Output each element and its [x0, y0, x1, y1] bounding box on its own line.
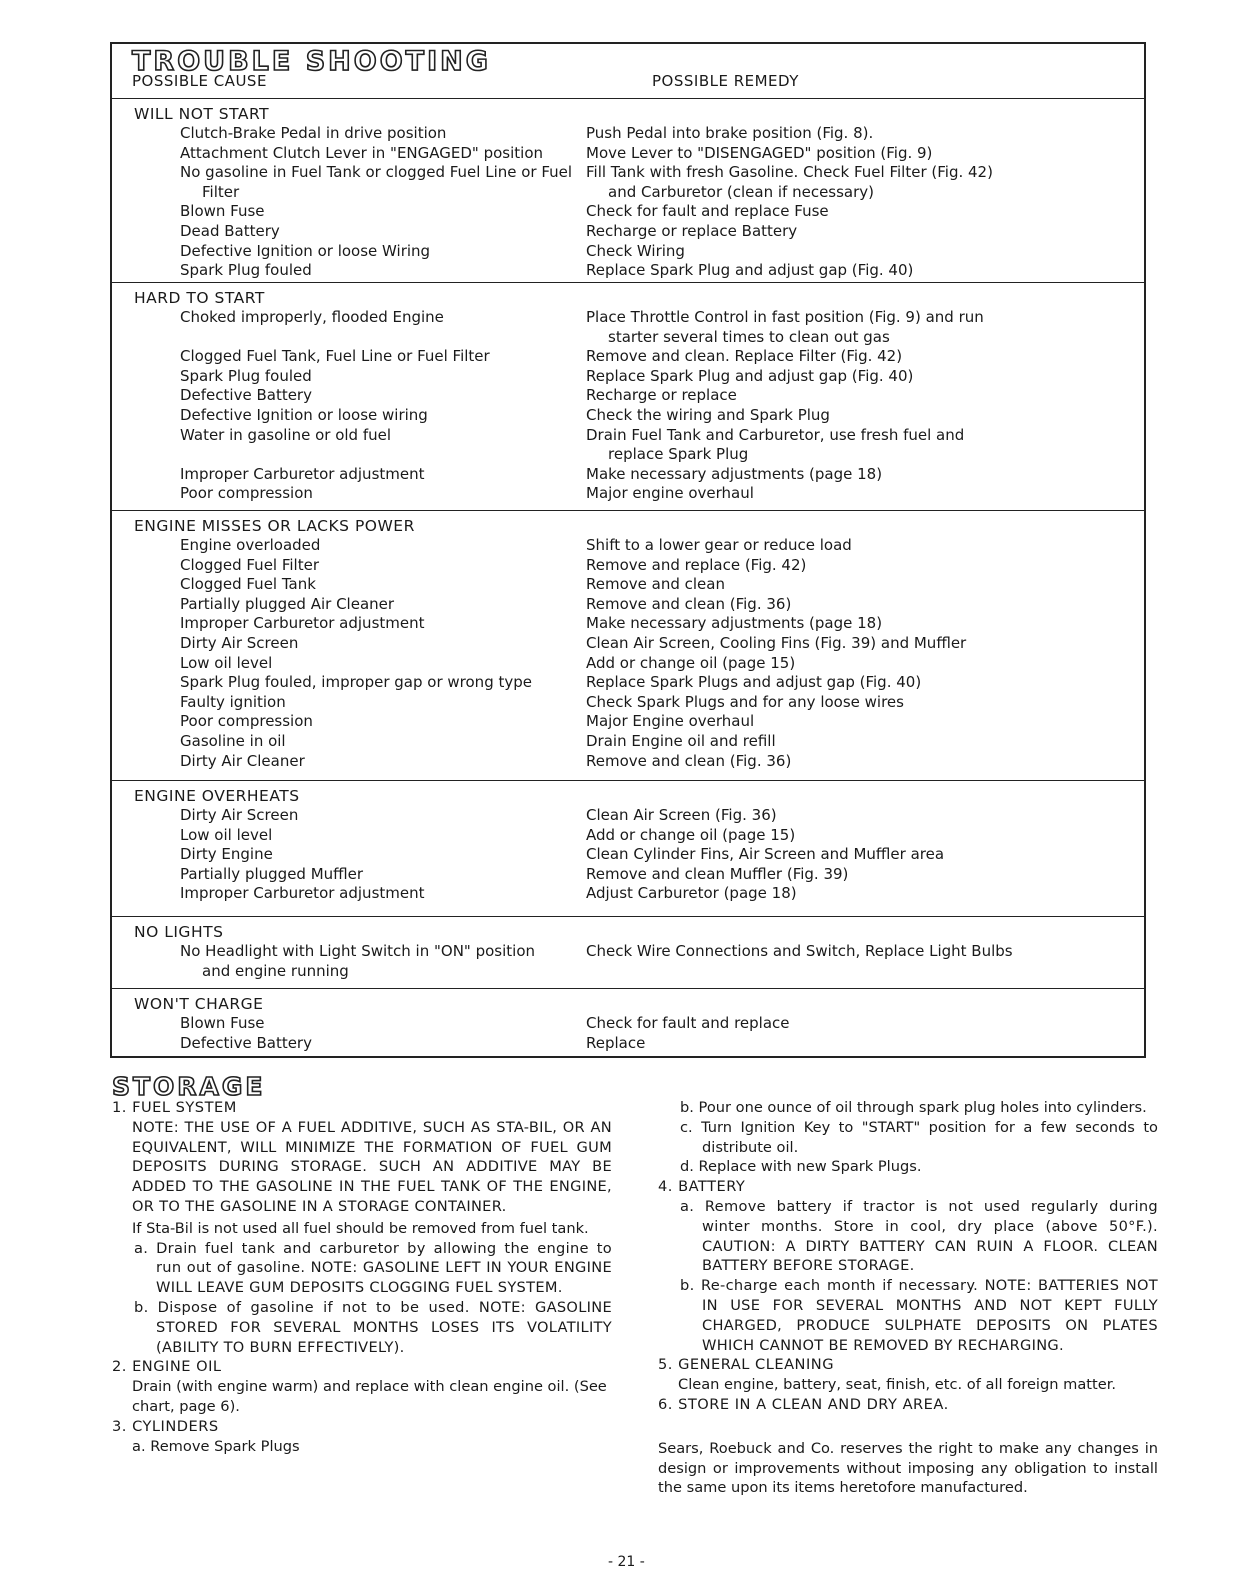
cause-text: Defective Ignition or loose Wiring [180, 241, 431, 260]
cause-cell [112, 752, 580, 772]
remedy-text: Remove and clean (Fig. 36) [586, 594, 792, 613]
remedy-cell [580, 202, 1080, 222]
trouble-row [112, 575, 1144, 595]
section-title: ENGINE MISSES OR LACKS POWER [134, 517, 415, 535]
cause-text: Low oil level [180, 653, 273, 672]
trouble-shooting-table [110, 42, 1146, 1058]
cause-text: Engine overloaded [180, 536, 321, 554]
trouble-row [112, 124, 1144, 144]
cause-text: Choked improperly, flooded Engine [180, 308, 444, 326]
trouble-row [112, 163, 1144, 202]
remedy-text: Check Wiring [586, 241, 685, 260]
remedy-cell [580, 261, 1080, 281]
cause-text: Dirty Air Cleaner [180, 751, 305, 770]
remedy-cell [580, 406, 1080, 426]
cause-cell [112, 1034, 580, 1054]
remedy-text: Remove and clean (Fig. 36) [586, 751, 792, 770]
cause-cell [112, 826, 580, 846]
cause-cell [112, 693, 580, 713]
remedy-cell [580, 693, 1080, 713]
remedy-text: Recharge or replace [586, 386, 737, 405]
cause-cell [112, 614, 580, 634]
remedy-cell [580, 575, 1080, 595]
remedy-text: Replace Spark Plugs and adjust gap (Fig. 40) [586, 673, 922, 692]
battery-step-b: b. Re-charge each month if necessary. NOTE: BATTERIES NOT IN USE FOR SEVERAL MONTHS AND NOT KEPT FULLY CHARGED, PRODUCE SULPHATE DEPOSITS ON PLATES WHICH CANNOT BE REMOVED BY RECHARGING. [680, 1277, 1158, 1354]
cause-cell [112, 386, 580, 406]
trouble-shooting-title: TROUBLE SHOOTING [132, 46, 491, 77]
remedy-cell [580, 732, 1080, 752]
sears-disclaimer: Sears, Roebuck and Co. reserves the right to make any changes in design or improvements without imposing any obligation to install the same upon its items heretofore manufactured. [658, 1439, 1158, 1497]
remedy-text: Shift to a lower gear or reduce load [586, 536, 852, 554]
remedy-text: Replace Spark Plug and adjust gap (Fig. 40) [586, 366, 914, 385]
cylinders-step-b: b. Pour one ounce of oil through spark plug holes into cylinders. [680, 1099, 1147, 1116]
trouble-row [112, 222, 1144, 242]
remedy-text: Check Wire Connections and Switch, Replace Light Bulbs [586, 942, 1013, 960]
cause-cell [112, 406, 580, 426]
cause-text: Spark Plug fouled, improper gap or wrong type [180, 673, 532, 692]
remedy-cell [580, 367, 1080, 387]
trouble-section [112, 99, 1144, 283]
remedy-cell [580, 1034, 1080, 1054]
section-title: HARD TO START [134, 289, 265, 307]
cause-text: Dead Battery [180, 221, 280, 240]
cause-cell [112, 732, 580, 752]
engine-oil-heading: 2. ENGINE OIL [112, 1358, 222, 1376]
cause-text: Filter [202, 182, 240, 201]
store-heading: 6. STORE IN A CLEAN AND DRY AREA. [658, 1395, 949, 1413]
storage-right-column [658, 1098, 1158, 1498]
fuel-additive-note: NOTE: THE USE OF A FUEL ADDITIVE, SUCH AS STA-BIL, OR AN EQUIVALENT, WILL MINIMIZE THE FORMATION OF FUEL GUM DEPOSITS DURING STORAGE. SUCH AN ADDITIVE MAY BE ADDED TO THE GASOLINE IN THE FUEL TANK OF THE ENGINE, OR TO THE GASOLINE IN A STORAGE CONTAINER. [132, 1118, 612, 1215]
remedy-cell [580, 242, 1080, 262]
remedy-cell [580, 595, 1080, 615]
trouble-section [112, 917, 1144, 989]
trouble-section [112, 283, 1144, 511]
remedy-cell [580, 347, 1080, 367]
trouble-row [112, 806, 1144, 826]
trouble-row [112, 614, 1144, 634]
trouble-row [112, 556, 1144, 576]
cause-cell [112, 163, 580, 202]
remedy-cell [580, 308, 1080, 347]
remedy-text: Check for fault and replace [586, 1014, 790, 1032]
trouble-row [112, 1014, 1144, 1034]
cause-cell [112, 595, 580, 615]
remedy-text: replace Spark Plug [608, 445, 749, 464]
cause-cell [112, 884, 580, 904]
trouble-row [112, 942, 1144, 981]
cause-text: Spark Plug fouled [180, 261, 312, 280]
section-title: WON'T CHARGE [134, 995, 264, 1013]
page-number: - 21 - [608, 1554, 645, 1570]
remedy-text: Fill Tank with fresh Gasoline. Check Fuel Filter (Fig. 42) [586, 163, 993, 182]
trouble-row [112, 884, 1144, 904]
cause-text: Spark Plug fouled [180, 366, 312, 385]
remedy-cell [580, 614, 1080, 634]
storage-title: STORAGE [112, 1072, 266, 1101]
cause-cell [112, 673, 580, 693]
battery-heading: 4. BATTERY [658, 1178, 746, 1196]
cause-text: Clogged Fuel Tank, Fuel Line or Fuel Filter [180, 347, 490, 366]
cause-text: Low oil level [180, 825, 273, 844]
fuel-step-a: a. Drain fuel tank and carburetor by allowing the engine to run out of gasoline. NOTE: GASOLINE LEFT IN YOUR ENGINE WILL LEAVE GUM DEPOSITS CLOGGING FUEL SYSTEM. [134, 1239, 612, 1297]
cause-text: Improper Carburetor adjustment [180, 614, 425, 633]
trouble-row [112, 752, 1144, 772]
cause-cell [112, 634, 580, 654]
remedy-cell [580, 654, 1080, 674]
remedy-text: Replace Spark Plug and adjust gap (Fig. 40) [586, 261, 914, 280]
cause-cell [112, 536, 580, 556]
trouble-row [112, 242, 1144, 262]
trouble-row [112, 536, 1144, 556]
trouble-row [112, 386, 1144, 406]
remedy-text: Remove and clean Muffler (Fig. 39) [586, 864, 849, 883]
cause-text: Clutch-Brake Pedal in drive position [180, 124, 447, 142]
remedy-cell [580, 826, 1080, 846]
remedy-cell [580, 1014, 1080, 1034]
remedy-cell [580, 884, 1080, 904]
cause-text: Defective Ignition or loose wiring [180, 405, 428, 424]
section-title: NO LIGHTS [134, 923, 224, 941]
fuel-system-heading: 1. FUEL SYSTEM [112, 1099, 237, 1116]
cause-cell [112, 124, 580, 144]
remedy-text: Add or change oil (page 15) [586, 825, 796, 844]
remedy-cell [580, 865, 1080, 885]
remedy-text: Drain Engine oil and refill [586, 731, 776, 750]
remedy-cell [580, 845, 1080, 865]
remedy-cell [580, 536, 1080, 556]
cylinders-step-d: d. Replace with new Spark Plugs. [680, 1158, 922, 1176]
remedy-text: Make necessary adjustments (page 18) [586, 464, 883, 483]
trouble-row [112, 712, 1144, 732]
cause-text: Improper Carburetor adjustment [180, 884, 425, 903]
cause-cell [112, 556, 580, 576]
trouble-row [112, 261, 1144, 281]
remedy-cell [580, 124, 1080, 144]
cause-text: Defective Battery [180, 386, 312, 405]
stabil-text: If Sta-Bil is not used all fuel should be removed from fuel tank. [132, 1219, 589, 1237]
remedy-text: Remove and replace (Fig. 42) [586, 555, 807, 574]
cause-cell [112, 222, 580, 242]
section-title: ENGINE OVERHEATS [134, 787, 300, 805]
cause-cell [112, 426, 580, 465]
cause-cell [112, 806, 580, 826]
cause-cell [112, 202, 580, 222]
remedy-cell [580, 484, 1080, 504]
section-title: WILL NOT START [134, 105, 270, 123]
cause-text: and engine running [202, 961, 349, 980]
trouble-section [112, 781, 1144, 917]
trouble-row [112, 144, 1144, 164]
remedy-cell [580, 426, 1080, 465]
remedy-cell [580, 806, 1080, 826]
remedy-text: Replace [586, 1033, 646, 1052]
cause-text: Blown Fuse [180, 1014, 265, 1032]
cause-text: Dirty Air Screen [180, 806, 299, 824]
cause-text: Water in gasoline or old fuel [180, 425, 392, 444]
trouble-row [112, 1034, 1144, 1054]
remedy-cell [580, 673, 1080, 693]
remedy-text: and Carburetor (clean if necessary) [608, 182, 875, 201]
remedy-text: Recharge or replace Battery [586, 221, 798, 240]
remedy-text: Clean Cylinder Fins, Air Screen and Muffler area [586, 845, 945, 864]
trouble-row [112, 347, 1144, 367]
cause-cell [112, 347, 580, 367]
trouble-row [112, 308, 1144, 347]
cause-cell [112, 308, 580, 347]
trouble-row [112, 465, 1144, 485]
cause-cell [112, 261, 580, 281]
remedy-cell [580, 752, 1080, 772]
remedy-text: starter several times to clean out gas [608, 327, 890, 346]
cause-text: No gasoline in Fuel Tank or clogged Fuel Line or Fuel [180, 163, 573, 182]
trouble-section [112, 511, 1144, 781]
cause-cell [112, 367, 580, 387]
trouble-row [112, 865, 1144, 885]
cause-text: Gasoline in oil [180, 731, 286, 750]
cause-text: Partially plugged Air Cleaner [180, 594, 395, 613]
cause-cell [112, 942, 580, 981]
remedy-cell [580, 144, 1080, 164]
remedy-text: Major Engine overhaul [586, 712, 755, 731]
remedy-text: Add or change oil (page 15) [586, 653, 796, 672]
storage-left-column [112, 1098, 612, 1456]
cause-cell [112, 144, 580, 164]
cause-cell [112, 712, 580, 732]
remedy-cell [580, 465, 1080, 485]
remedy-text: Remove and clean. Replace Filter (Fig. 42) [586, 347, 903, 366]
cause-cell [112, 465, 580, 485]
cause-text: Partially plugged Muffler [180, 864, 364, 883]
table-header [112, 44, 1144, 99]
remedy-cell [580, 163, 1080, 202]
possible-cause-header: POSSIBLE CAUSE [132, 72, 267, 90]
cause-text: Poor compression [180, 484, 313, 503]
remedy-text: Move Lever to "DISENGAGED" position (Fig. 9) [586, 143, 933, 162]
trouble-row [112, 654, 1144, 674]
remedy-text: Check Spark Plugs and for any loose wires [586, 692, 904, 711]
cause-cell [112, 845, 580, 865]
remedy-text: Clean Air Screen (Fig. 36) [586, 806, 777, 824]
remedy-text: Place Throttle Control in fast position (Fig. 9) and run [586, 308, 984, 326]
cause-cell [112, 484, 580, 504]
remedy-text: Remove and clean [586, 575, 725, 594]
cause-cell [112, 1014, 580, 1034]
trouble-section [112, 989, 1144, 1061]
cause-text: No Headlight with Light Switch in "ON" position [180, 942, 536, 960]
trouble-row [112, 693, 1144, 713]
cylinders-step-c: c. Turn Ignition Key to "START" position for a few seconds to distribute oil. [680, 1118, 1158, 1156]
cause-text: Faulty ignition [180, 692, 286, 711]
cause-cell [112, 654, 580, 674]
general-cleaning-text: Clean engine, battery, seat, finish, etc. of all foreign matter. [678, 1376, 1117, 1394]
trouble-row [112, 426, 1144, 465]
cause-cell [112, 242, 580, 262]
cause-text: Dirty Air Screen [180, 633, 299, 652]
cause-text: Defective Battery [180, 1033, 312, 1052]
fuel-step-b: b. Dispose of gasoline if not to be used. NOTE: GASOLINE STORED FOR SEVERAL MONTHS LOSES ITS VOLATILITY (ABILITY TO BURN EFFECTIVELY). [134, 1298, 612, 1356]
cause-cell [112, 865, 580, 885]
cylinders-step-a: a. Remove Spark Plugs [132, 1437, 300, 1455]
cause-text: Attachment Clutch Lever in "ENGAGED" position [180, 143, 544, 162]
cause-text: Clogged Fuel Filter [180, 555, 320, 574]
general-cleaning-heading: 5. GENERAL CLEANING [658, 1356, 835, 1374]
cause-text: Clogged Fuel Tank [180, 575, 316, 594]
trouble-row [112, 673, 1144, 693]
trouble-row [112, 634, 1144, 654]
remedy-cell [580, 222, 1080, 242]
cause-text: Dirty Engine [180, 845, 273, 864]
remedy-text: Push Pedal into brake position (Fig. 8). [586, 124, 874, 142]
cylinders-heading: 3. CYLINDERS [112, 1417, 219, 1435]
remedy-cell [580, 386, 1080, 406]
remedy-cell [580, 712, 1080, 732]
trouble-row [112, 202, 1144, 222]
battery-step-a: a. Remove battery if tractor is not used regularly during winter months. Store in cool, dry place (above 50°F.). CAUTION: A DIRTY BATTERY CAN RUIN A FLOOR. CLEAN BATTERY BEFORE STORAGE. [680, 1197, 1158, 1275]
trouble-row [112, 595, 1144, 615]
possible-remedy-header: POSSIBLE REMEDY [652, 72, 799, 90]
trouble-sections [112, 99, 1144, 1061]
trouble-row [112, 367, 1144, 387]
trouble-row [112, 826, 1144, 846]
cause-text: Improper Carburetor adjustment [180, 464, 425, 483]
trouble-row [112, 845, 1144, 865]
trouble-row [112, 732, 1144, 752]
remedy-text: Check for fault and replace Fuse [586, 202, 829, 221]
trouble-row [112, 406, 1144, 426]
remedy-cell [580, 634, 1080, 654]
cause-text: Blown Fuse [180, 202, 265, 221]
cause-text: Poor compression [180, 712, 313, 731]
remedy-text: Make necessary adjustments (page 18) [586, 614, 883, 633]
cause-cell [112, 575, 580, 595]
remedy-cell [580, 942, 1080, 981]
remedy-text: Adjust Carburetor (page 18) [586, 884, 797, 903]
remedy-text: Major engine overhaul [586, 484, 754, 503]
remedy-text: Drain Fuel Tank and Carburetor, use fresh fuel and [586, 425, 965, 444]
remedy-cell [580, 556, 1080, 576]
engine-oil-text: Drain (with engine warm) and replace with clean engine oil. (See chart, page 6). [132, 1378, 607, 1415]
trouble-row [112, 484, 1144, 504]
remedy-text: Clean Air Screen, Cooling Fins (Fig. 39) and Muffler [586, 633, 967, 652]
remedy-text: Check the wiring and Spark Plug [586, 405, 830, 424]
